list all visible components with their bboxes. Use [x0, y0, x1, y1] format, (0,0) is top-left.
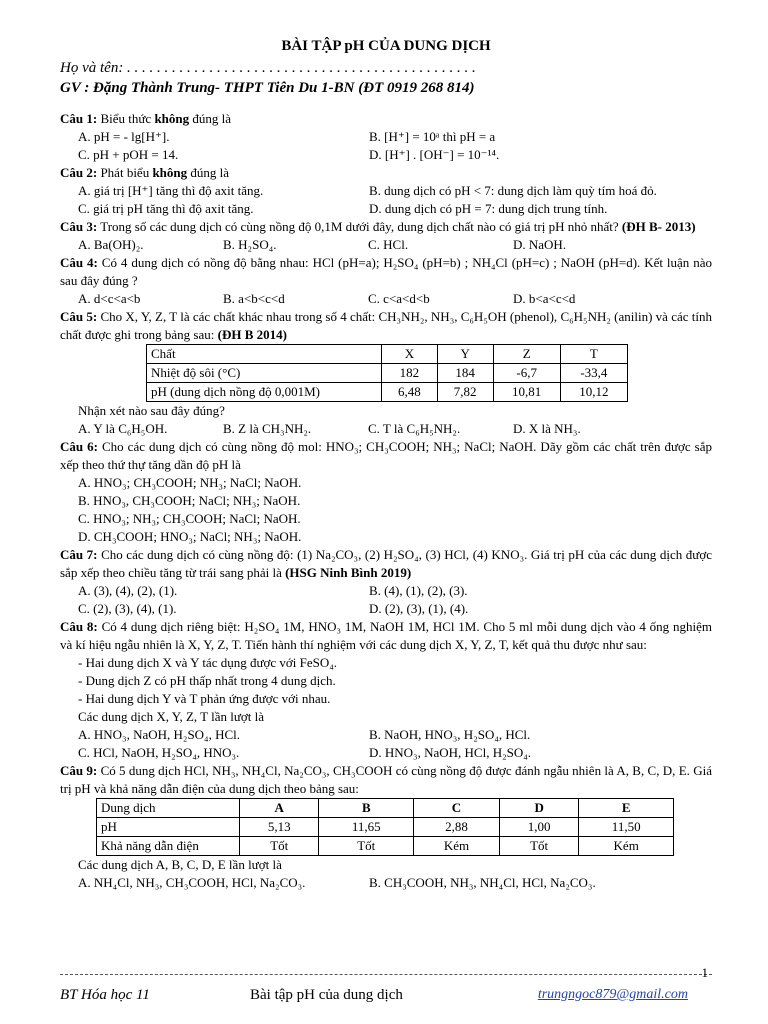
q2-option-a: A. giá trị [H⁺] tăng thì độ axit tăng.	[78, 183, 264, 198]
q6-number: Câu 6:	[60, 439, 98, 454]
footer-divider	[60, 965, 712, 980]
q8-prompt: Các dung dịch X, Y, Z, T lần lượt là	[78, 709, 265, 724]
table-cell: 182	[382, 364, 438, 383]
question-6	[60, 438, 712, 474]
table-row	[147, 383, 628, 402]
question-7	[60, 546, 712, 582]
q8-options-row-1	[60, 726, 712, 744]
q9-prompt: Các dung dịch A, B, C, D, E lần lượt là	[78, 857, 282, 872]
q3-text: Trong số các dung dịch có cùng nồng độ 0,1M dưới đây, dung dịch chất nào có giá trị pH nhỏ nhất?	[97, 219, 619, 234]
q1-option-d: D. [H⁺] . [OH⁻] = 10⁻¹⁴.	[369, 147, 500, 162]
table-cell: Dung dịch	[97, 799, 240, 818]
q5-table	[146, 344, 628, 402]
q8-number: Câu 8:	[60, 619, 98, 634]
q2-option-c: C. giá trị pH tăng thì độ axit tăng.	[78, 201, 254, 216]
q8-line-3: - Hai dung dịch Y và T phản ứng được với nhau.	[78, 691, 331, 706]
doc-title: BÀI TẬP pH CỦA DUNG DỊCH	[281, 38, 491, 54]
question-8	[60, 618, 712, 654]
q7-number: Câu 7:	[60, 547, 98, 562]
table-header-row	[97, 799, 674, 818]
table-cell: D	[499, 799, 578, 818]
table-cell: pH	[97, 818, 240, 837]
question-9	[60, 762, 712, 798]
q4-option-c: C. c<a<d<b	[368, 291, 430, 306]
document-page	[60, 36, 712, 892]
q9-option-b: B. CH₃COOH, NH₃, NH₄Cl, HCl, Na₂CO₃.	[369, 875, 596, 890]
table-cell: B	[319, 799, 414, 818]
table-cell: Tốt	[240, 837, 319, 856]
table-cell: C	[414, 799, 500, 818]
table-cell: Nhiệt độ sôi (°C)	[147, 364, 382, 383]
q6-option-a: A. HNO₃; CH₃COOH; NH₃; NaCl; NaOH.	[78, 475, 302, 490]
q7-source: (HSG Ninh Bình 2019)	[285, 565, 412, 580]
table-cell: Z	[493, 345, 560, 364]
table-cell: -33,4	[560, 364, 627, 383]
table-cell: Khả năng dẫn điện	[97, 837, 240, 856]
question-1	[60, 110, 712, 128]
q1-number: Câu 1:	[60, 111, 98, 126]
q4-text: Có 4 dung dịch có nồng độ bằng nhau: HCl (pH=a); H₂SO₄ (pH=b) ; NH₄Cl (pH=c) ; NaOH (pH=d). Kết luận nào sau đây đúng ?	[60, 255, 712, 288]
table-cell: X	[382, 345, 438, 364]
q6-option-c: C. HNO₃; NH₃; CH₃COOH; NaCl; NaOH.	[78, 511, 301, 526]
table-cell: Kém	[579, 837, 674, 856]
table-cell: Kém	[414, 837, 500, 856]
q2-bold: không	[152, 165, 188, 180]
q2-text-end: đúng là	[187, 165, 230, 180]
q4-options	[60, 290, 712, 308]
table-cell: 1,00	[499, 818, 578, 837]
q8-option-c: C. HCl, NaOH, H₂SO₄, HNO₃.	[78, 745, 240, 760]
table-row	[97, 818, 674, 837]
table-cell: 11,65	[319, 818, 414, 837]
footer-email-link[interactable]: trungngoc879@gmail.com	[537, 987, 688, 1002]
q5-option-a: A. Y là C₆H₅OH.	[78, 421, 168, 436]
q9-text: Có 5 dung dịch HCl, NH₃, NH₄Cl, Na₂CO₃, CH₃COOH có cùng nồng độ được đánh ngẫu nhiên là A, B, C, D, E. Giá trị pH và khả năng dẫn điện của dung dịch theo bảng sau:	[60, 763, 712, 796]
q7-options-row-1	[60, 582, 712, 600]
q2-option-b: B. dung dịch có pH < 7: dung dịch làm quỳ tím hoá đỏ.	[369, 183, 657, 198]
q7-option-b: B. (4), (1), (2), (3).	[369, 583, 468, 598]
table-cell: 5,13	[240, 818, 319, 837]
q8-option-b: B. NaOH, HNO₃, H₂SO₄, HCl.	[369, 727, 531, 742]
table-cell: Y	[437, 345, 493, 364]
table-cell: A	[240, 799, 319, 818]
q7-text: Cho các dung dịch có cùng nồng độ: (1) Na₂CO₃, (2) H₂SO₄, (3) HCl, (4) KNO₃. Giá trị pH của các dung dịch được sắp xếp theo chiều tăng từ trái sang phải là	[60, 547, 712, 580]
q2-text: Phát biểu	[97, 165, 153, 180]
q4-number: Câu 4:	[60, 255, 98, 270]
q1-option-c: C. pH + pOH = 14.	[78, 147, 179, 162]
q8-options-row-2	[60, 744, 712, 762]
footer-title: Bài tập pH của dung dịch	[250, 987, 403, 1003]
q3-option-a: A. Ba(OH)₂.	[78, 237, 144, 252]
q5-text: Cho X, Y, Z, T là các chất khác nhau trong số 4 chất: CH₃NH₂, NH₃, C₆H₅OH (phenol), C₆H₅NH₂ (anilin) và các tính chất được ghi trong bảng sau:	[60, 309, 712, 342]
table-cell: Tốt	[499, 837, 578, 856]
q1-text: Biểu thức	[97, 111, 155, 126]
q3-options	[60, 236, 712, 254]
q3-option-d: D. NaOH.	[513, 237, 567, 252]
q9-number: Câu 9:	[60, 763, 98, 778]
table-cell: 7,82	[437, 383, 493, 402]
teacher-line: GV : Đặng Thành Trung- THPT Tiên Du 1-BN (ĐT 0919 268 814)	[60, 80, 475, 96]
q8-text: Có 4 dung dịch riêng biệt: H₂SO₄ 1M, HNO₃ 1M, NaOH 1M, HCl 1M. Cho 5 ml mỗi dung dịch vào 4 ống nghiệm và kí hiệu ngẫu nhiên là X, Y, Z, T. Tiến hành thí nghiệm với các dung dịch X, Y, Z, T, kết quả thu được như sau:	[60, 619, 712, 652]
student-name-line: Họ và tên: . . . . . . . . . . . . . . . . . . . . . . . . . . . . . . . . . . . . . . . . . . . . . . .	[60, 60, 476, 76]
q9-options	[60, 874, 712, 892]
q4-option-b: B. a<b<c<d	[223, 291, 285, 306]
dashed-divider	[60, 974, 712, 975]
table-cell: 6,48	[382, 383, 438, 402]
q4-option-d: D. b<a<c<d	[513, 291, 576, 306]
q9-option-a: A. NH₄Cl, NH₃, CH₃COOH, HCl, Na₂CO₃.	[78, 875, 306, 890]
q3-option-c: C. HCl.	[368, 237, 409, 252]
table-cell: -6,7	[493, 364, 560, 383]
q1-text-end: đúng là	[189, 111, 232, 126]
q1-options-row-2	[60, 146, 712, 164]
q7-option-a: A. (3), (4), (2), (1).	[78, 583, 178, 598]
q5-prompt: Nhận xét nào sau đây đúng?	[78, 403, 225, 418]
q1-bold: không	[154, 111, 190, 126]
q1-option-b: B. [H⁺] = 10ᵃ thì pH = a	[369, 129, 496, 144]
q7-option-d: D. (2), (3), (1), (4).	[369, 601, 469, 616]
table-cell: T	[560, 345, 627, 364]
question-5	[60, 308, 712, 344]
q3-source: (ĐH B- 2013)	[621, 219, 696, 234]
table-header-row	[147, 345, 628, 364]
table-row	[97, 837, 674, 856]
q1-options-row-1	[60, 128, 712, 146]
q8-line-2: - Dung dịch Z có pH thấp nhất trong 4 dung dịch.	[78, 673, 336, 688]
table-cell: 2,88	[414, 818, 500, 837]
question-2	[60, 164, 712, 182]
q2-options-row-2	[60, 200, 712, 218]
q5-options	[60, 420, 712, 438]
table-cell: Tốt	[319, 837, 414, 856]
page-number: 1	[701, 965, 708, 980]
q3-number: Câu 3:	[60, 219, 98, 234]
q6-text: Cho các dung dịch có cùng nồng độ mol: HNO₃; CH₃COOH; NH₃; NaCl; NaOH. Dãy gồm các chất trên được sắp xếp theo thứ thự tăng dần độ pH là	[60, 439, 712, 472]
question-3	[60, 218, 712, 236]
q5-option-c: C. T là C₆H₅NH₂.	[368, 421, 461, 436]
q2-options-row-1	[60, 182, 712, 200]
q6-option-d: D. CH₃COOH; HNO₃; NaCl; NH₃; NaOH.	[78, 529, 302, 544]
q7-option-c: C. (2), (3), (4), (1).	[78, 601, 177, 616]
table-cell: 184	[437, 364, 493, 383]
q8-line-1: - Hai dung dịch X và Y tác dụng được với FeSO₄.	[78, 655, 338, 670]
table-row	[147, 364, 628, 383]
q4-option-a: A. d<c<a<b	[78, 291, 141, 306]
q1-option-a: A. pH = - lg[H⁺].	[78, 129, 170, 144]
q2-number: Câu 2:	[60, 165, 98, 180]
q7-options-row-2	[60, 600, 712, 618]
table-cell: pH (dung dịch nồng độ 0,001M)	[147, 383, 382, 402]
q5-option-d: D. X là NH₃.	[513, 421, 581, 436]
table-cell: 10,12	[560, 383, 627, 402]
table-cell: E	[579, 799, 674, 818]
q5-source: (ĐH B 2014)	[217, 327, 287, 342]
q2-option-d: D. dung dịch có pH = 7: dung dịch trung tính.	[369, 201, 608, 216]
table-cell: Chất	[147, 345, 382, 364]
footer-left: BT Hóa học 11	[60, 987, 150, 1003]
q8-option-d: D. HNO₃, NaOH, HCl, H₂SO₄.	[369, 745, 532, 760]
q6-option-b: B. HNO₃, CH₃COOH; NaCl; NH₃; NaOH.	[78, 493, 301, 508]
q8-option-a: A. HNO₃, NaOH, H₂SO₄, HCl.	[78, 727, 241, 742]
q9-table	[96, 798, 674, 856]
q5-option-b: B. Z là CH₃NH₂.	[223, 421, 312, 436]
table-cell: 11,50	[579, 818, 674, 837]
q3-option-b: B. H₂SO₄.	[223, 237, 277, 252]
question-4	[60, 254, 712, 290]
q5-number: Câu 5:	[60, 309, 98, 324]
table-cell: 10,81	[493, 383, 560, 402]
